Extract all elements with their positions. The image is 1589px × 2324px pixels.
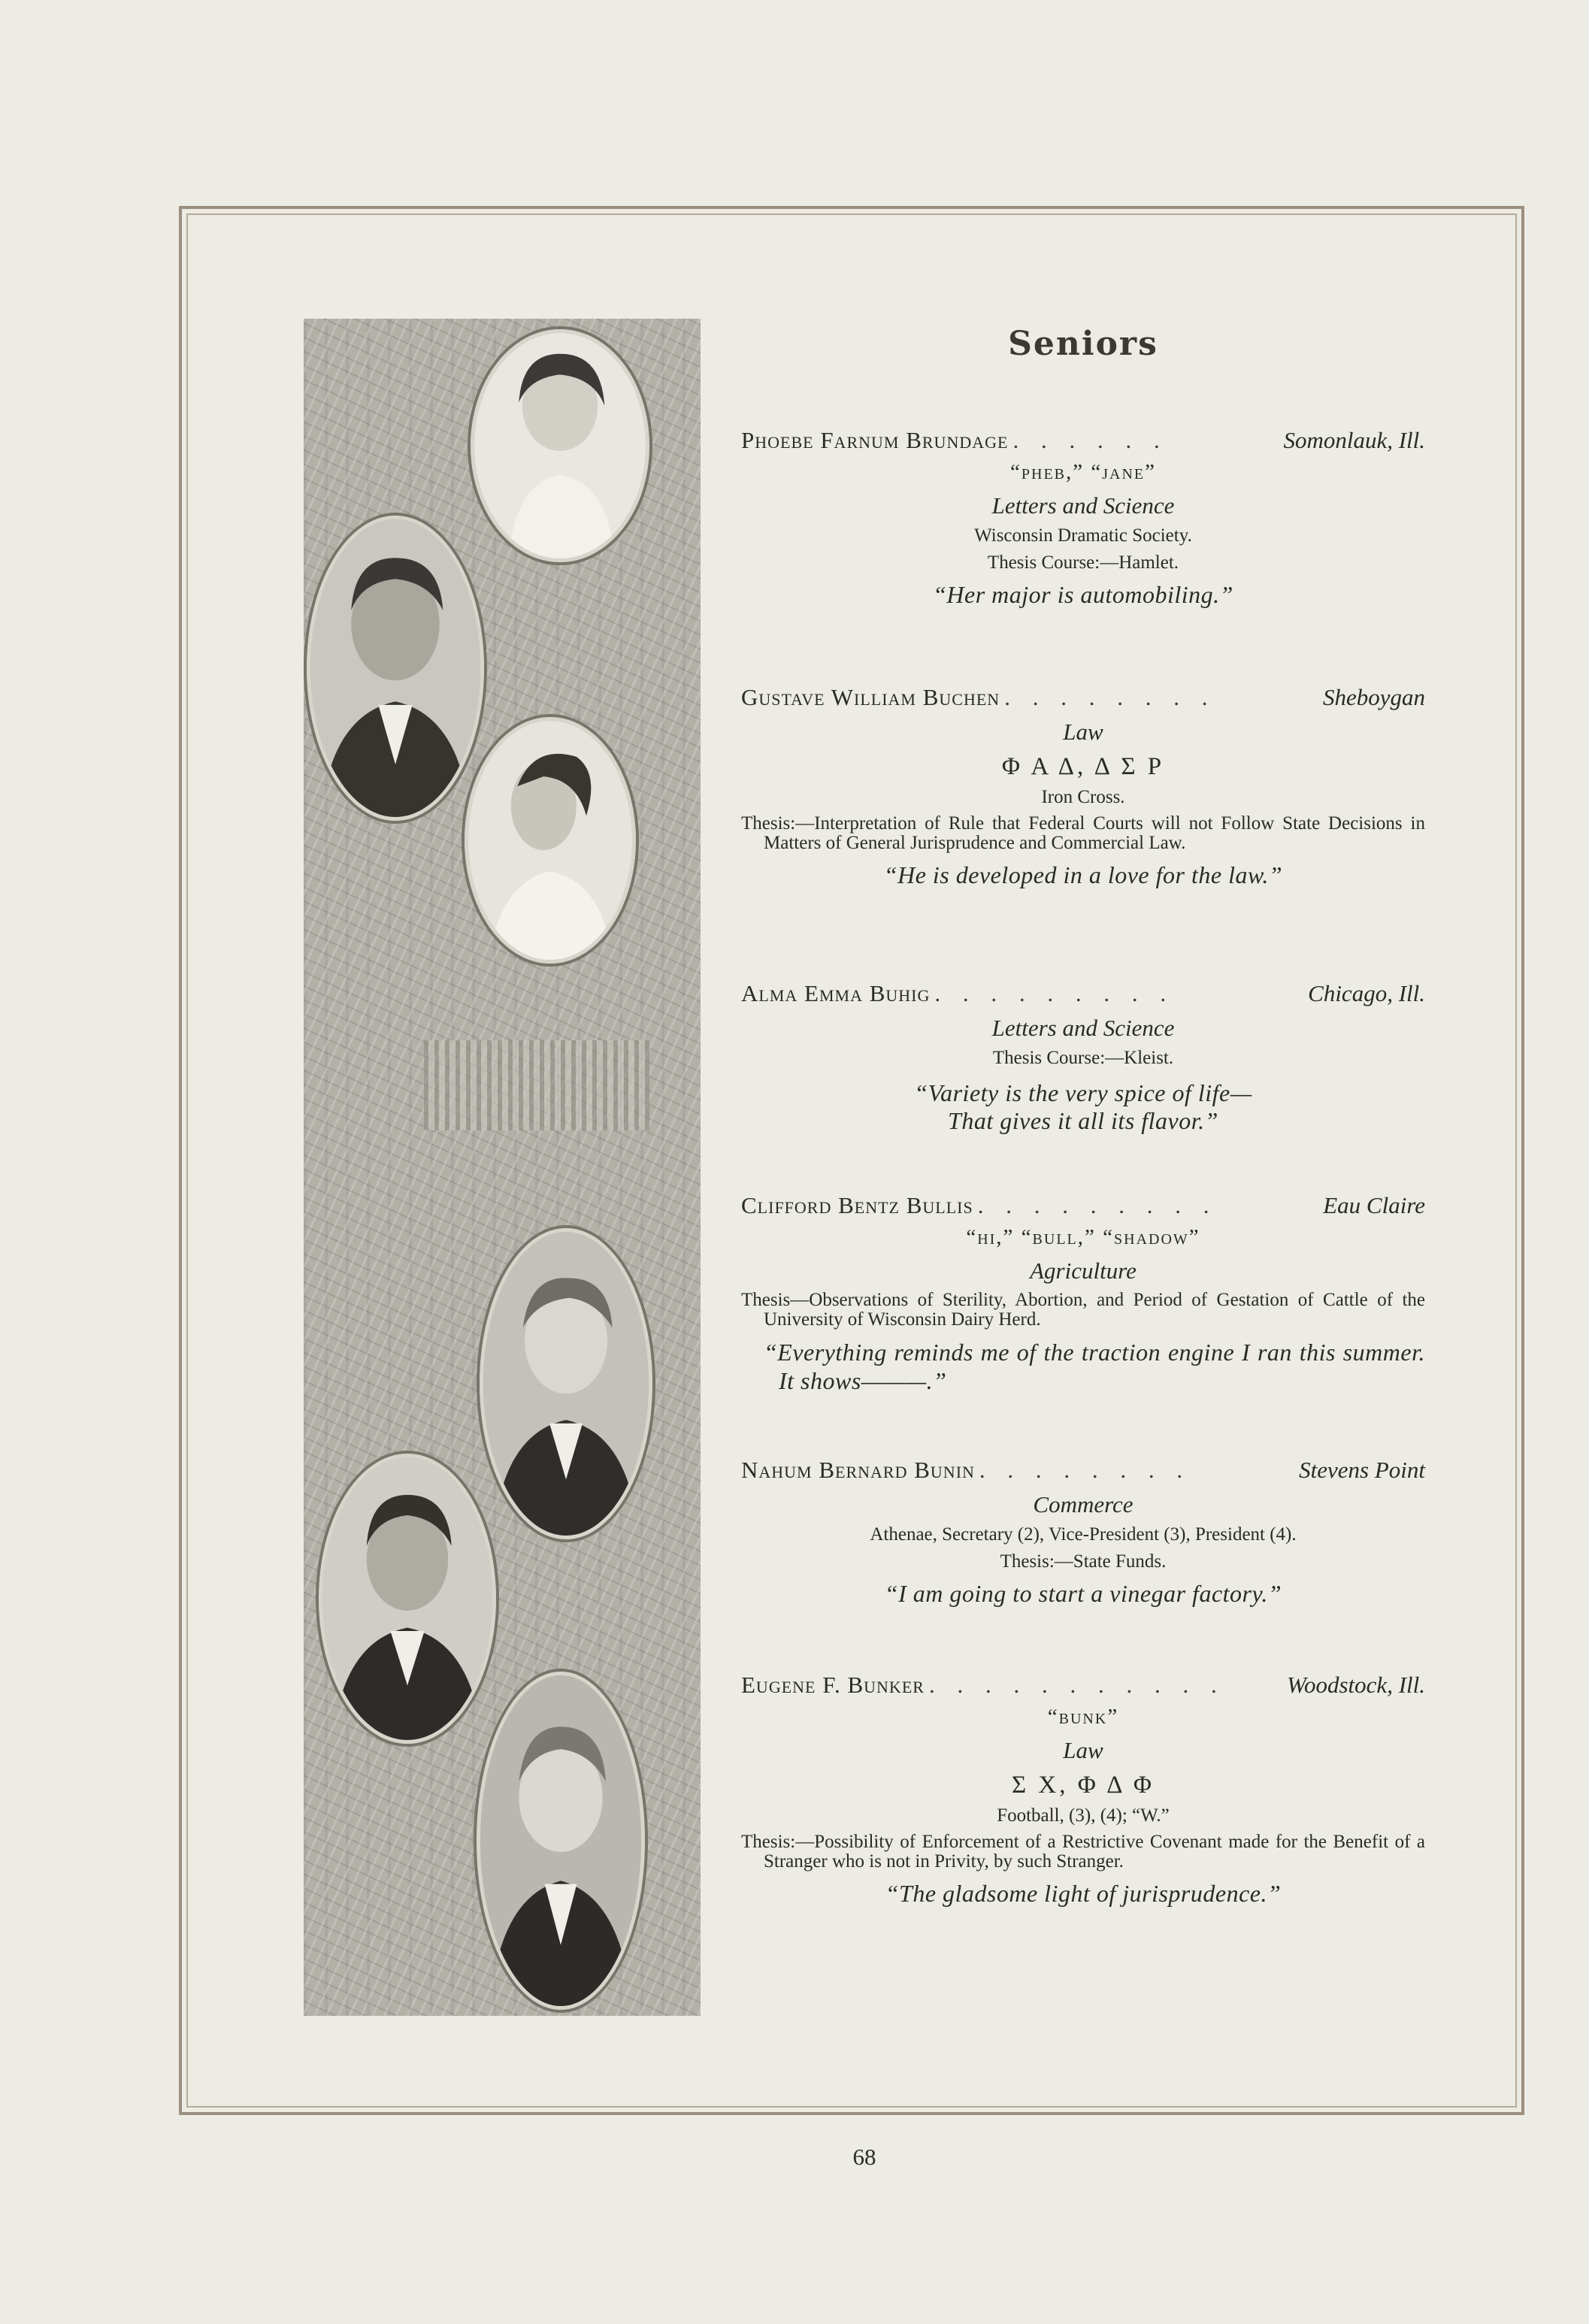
college: Law [1063,719,1103,745]
college: Law [1063,1737,1103,1763]
senior-entry [741,1192,1425,1395]
college: Agriculture [1030,1257,1137,1284]
photo-panel [304,319,701,2016]
thesis-course: Thesis Course:—Hamlet. [987,552,1179,573]
senior-name: Phoebe Farnum Brundage [741,427,1009,453]
thesis: Thesis:—State Funds. [1000,1551,1167,1572]
thesis-course: Thesis Course:—Kleist. [992,1048,1174,1068]
quote: “He is developed in a love for the law.” [883,861,1283,888]
thesis: Thesis—Observations of Sterility, Abortion, and Period of Gestation of Cattle of the University of Wisconsin Dairy Herd. [741,1290,1425,1330]
activity: Wisconsin Dramatic Society. [974,525,1192,546]
senior-entry [741,684,1425,889]
nickname: “pheb,” “jane” [1010,460,1156,484]
hometown: Sheboygan [1322,684,1425,710]
hometown: Chicago, Ill. [1308,980,1425,1006]
leader-dots: . . . . . . . . [979,1457,1191,1483]
portrait-bunin [319,1454,496,1744]
name-line [741,427,1425,454]
quote-line-1: “Variety is the very spice of life— [914,1079,1252,1106]
leader-dots: . . . . . . [1012,427,1168,453]
name-line [741,684,1425,711]
college: Letters and Science [991,492,1175,519]
senior-entry [741,1672,1425,1908]
quote: “Everything reminds me of the traction engine I ran this summer. It shows———.” [764,1338,1425,1394]
section-heading: Seniors [1008,325,1158,363]
hometown: Somonlauk, Ill. [1283,427,1425,453]
senior-entry [741,980,1425,1135]
page-number: 68 [852,2144,876,2170]
nickname: “bunk” [1047,1705,1119,1729]
portrait-bullis [480,1228,652,1539]
quote-line-2: That gives it all its flavor.” [948,1107,1218,1134]
nickname: “hi,” “bull,” “shadow” [966,1225,1200,1249]
senior-name: Gustave William Buchen [741,684,1000,710]
leader-dots: . . . . . . . . [1004,684,1216,710]
portrait-brundage [471,329,649,562]
fraternity-letters: Σ Χ, Φ Δ Φ [1011,1772,1155,1799]
senior-entry [741,427,1425,609]
campus-building-illustration [424,1040,649,1130]
portrait-buchen [307,516,484,821]
name-line [741,1672,1425,1699]
senior-name: Alma Emma Buhig [741,980,931,1006]
college: Commerce [1033,1491,1133,1518]
hometown: Woodstock, Ill. [1287,1672,1425,1698]
college: Letters and Science [991,1015,1175,1041]
senior-entry [741,1457,1425,1608]
portrait-buhig [465,717,636,964]
leader-dots: . . . . . . . . . . . [928,1672,1225,1698]
quote: “Her major is automobiling.” [933,581,1233,608]
portrait-bunker [477,1672,645,2010]
senior-name: Clifford Bentz Bullis [741,1192,973,1218]
quote: “I am going to start a vinegar factory.” [884,1580,1282,1607]
activity: Football, (3), (4); “W.” [997,1805,1170,1826]
fraternity-letters: Φ Α Δ, Δ Σ Ρ [1001,753,1165,780]
hometown: Stevens Point [1299,1457,1425,1483]
activity: Athenae, Secretary (2), Vice-President (3), President (4). [870,1524,1297,1545]
name-line [741,1192,1425,1219]
senior-name: Eugene F. Bunker [741,1672,925,1698]
thesis: Thesis:—Interpretation of Rule that Federal Courts will not Follow State Decisions in Matters of General Jurisprudence and Commercial Law. [741,813,1425,854]
activity: Iron Cross. [1041,787,1125,807]
thesis: Thesis:—Possibility of Enforcement of a Restrictive Covenant made for the Benefit of a Stranger who is not in Privity, by such Stranger. [741,1832,1425,1872]
quote: “The gladsome light of jurisprudence.” [885,1879,1282,1907]
name-line [741,980,1425,1007]
leader-dots: . . . . . . . . . [934,980,1175,1006]
senior-name: Nahum Bernard Bunin [741,1457,975,1483]
leader-dots: . . . . . . . . . [977,1192,1218,1218]
hometown: Eau Claire [1323,1192,1425,1218]
name-line [741,1457,1425,1484]
